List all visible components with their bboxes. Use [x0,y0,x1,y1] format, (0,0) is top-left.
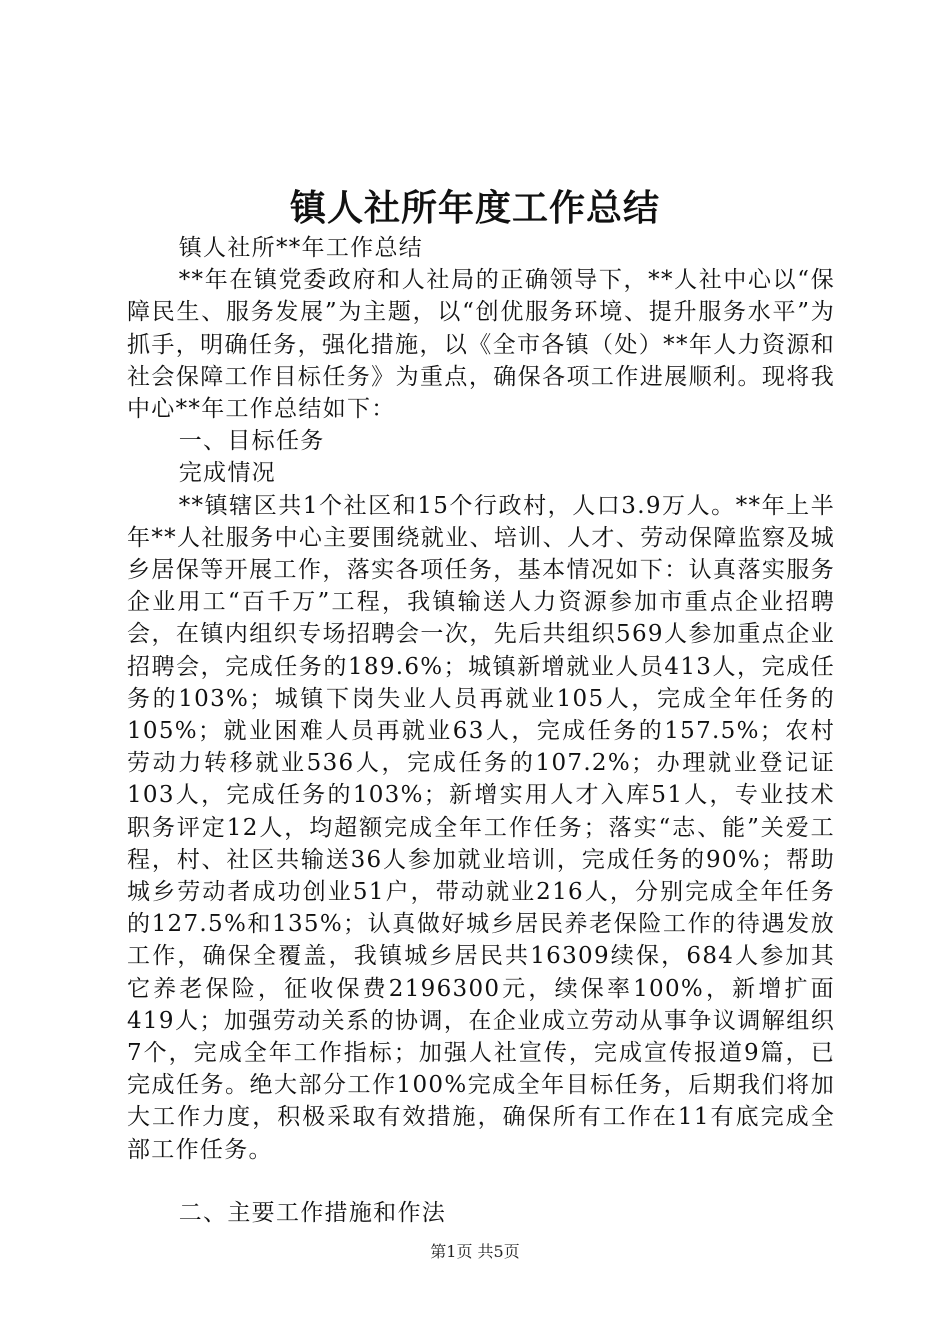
document-body [127,232,835,1229]
completion-details-paragraph: **镇辖区共1个社区和15个行政村，人口3.9万人。**年上半年**人社服务中心主要围绕就业、培训、人才、劳动保障监察及城乡居保等开展工作，落实各项任务，基本情况如下：认真落实服务企业用工“百千万”工程，我镇输送人力资源参加市重点企业招聘会，在镇内组织专场招聘会一次，先后共组织569人参加重点企业招聘会，完成任务的189.6%；城镇新增就业人员413人，完成任务的103%；城镇下岗失业人员再就业105人，完成全年任务的105%；就业困难人员再就业63人，完成任务的157.5%；农村劳动力转移就业536人，完成任务的107.2%；办理就业登记证103人，完成任务的103%；新增实用人才入库51人，专业技术职务评定12人，均超额完成全年工作任务；落实“志、能”关爱工程，村、社区共输送36人参加就业培训，完成任务的90%；帮助城乡劳动者成功创业51户，带动就业216人，分别完成全年任务的127.5%和135%；认真做好城乡居民养老保险工作的待遇发放工作，确保全覆盖，我镇城乡居民共16309续保，684人参加其它养老保险，征收保费2196300元，续保率100%，新增扩面419人；加强劳动关系的协调，在企业成立劳动从事争议调解组织7个，完成全年工作指标；加强人社宣传，完成宣传报道9篇，已完成任务。绝大部分工作100%完成全年目标任务，后期我们将加大工作力度，积极采取有效措施，确保所有工作在11有底完成全部工作任务。 [127,492,835,1163]
document-title: 镇人社所年度工作总结 [289,187,660,229]
page-footer: 第1页 共5页 [430,1242,520,1261]
subheading-completion: 完成情况 [178,460,276,487]
section-heading-goals: 一、目标任务 [178,428,325,455]
section-heading-measures: 二、主要工作措施和作法 [178,1199,447,1226]
intro-paragraph: **年在镇党委政府和人社局的正确领导下，**人社中心以“保障民生、服务发展”为主题，以“创优服务环境、提升服务水平”为抓手，明确任务，强化措施，以《全市各镇（处）**年人力资源和社会保障工作目标任务》为重点，确保各项工作进展顺利。现将我中心**年工作总结如下： [127,267,835,423]
subtitle-paragraph: 镇人社所**年工作总结 [178,235,424,261]
